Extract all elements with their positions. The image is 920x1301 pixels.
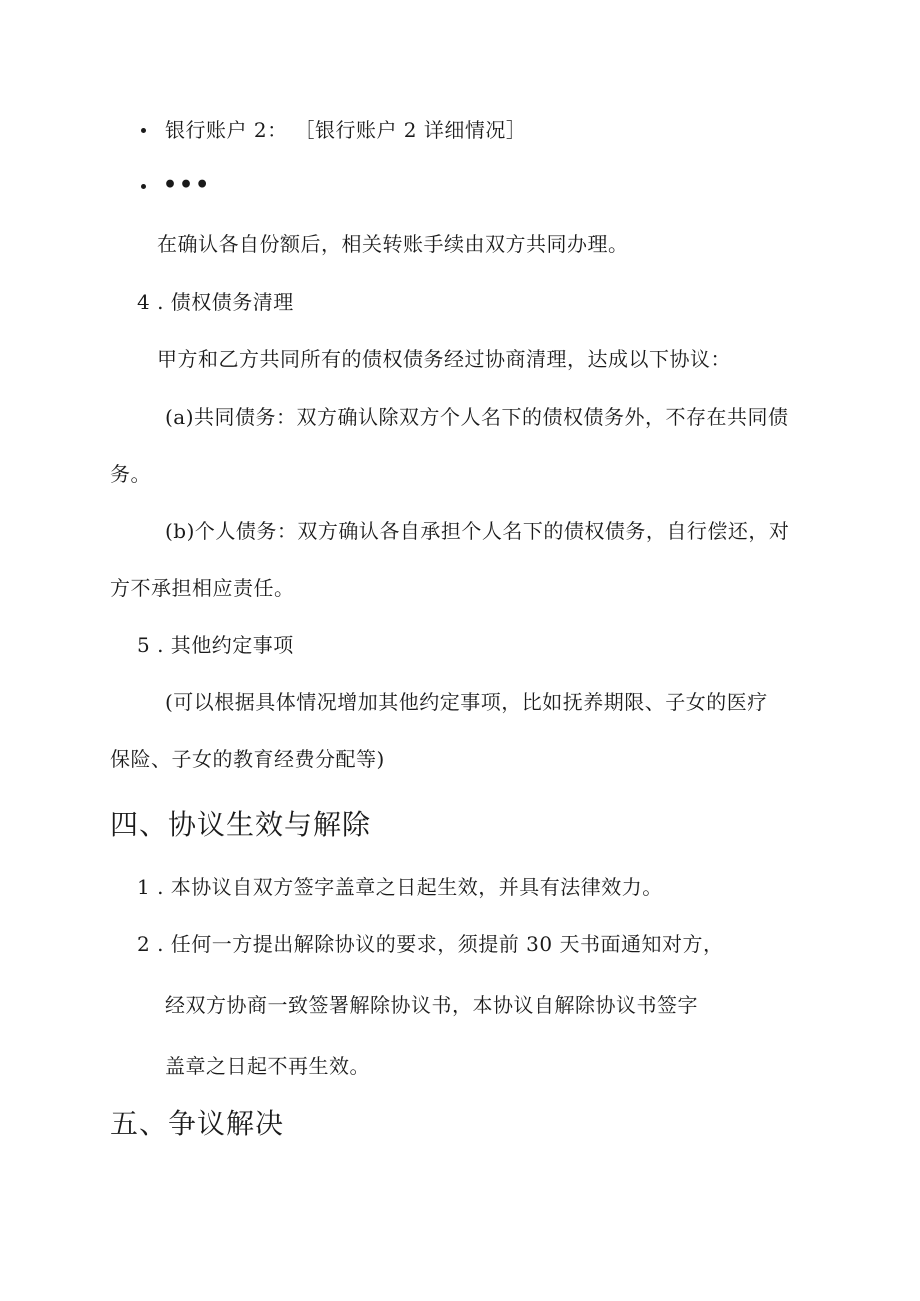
section-4-heading: 四、协议生效与解除	[110, 808, 372, 841]
section-4-item-2-line-2: 经双方协商一致签署解除协议书，本协议自解除协议书签字	[165, 993, 698, 1017]
section-4-item-2-line-1: 2 . 任何一方提出解除协议的要求，须提前 30 天书面通知对方，	[137, 932, 724, 956]
section-5-heading: 五、争议解决	[110, 1107, 285, 1140]
section-4-item-2-line-3: 盖章之日起不再生效。	[165, 1054, 370, 1078]
item-4-intro: 甲方和乙方共同所有的债权债务经过协商清理，达成以下协议：	[157, 347, 731, 371]
bank-account-2-line: 银行账户 2： ［银行账户 2 详细情况］	[165, 118, 527, 142]
ellipsis-bullet: •••	[163, 172, 212, 198]
bullet-dot	[141, 184, 146, 189]
item-4a-line-1: (a)共同债务：双方确认除双方个人名下的债权债务外，不存在共同债	[165, 405, 789, 429]
transfer-note: 在确认各自份额后，相关转账手续由双方共同办理。	[157, 232, 629, 256]
item-5-title: 5 . 其他约定事项	[137, 633, 294, 657]
item-4-title: 4 . 债权债务清理	[137, 290, 294, 314]
item-4a-line-2: 务。	[110, 462, 151, 486]
item-4b-line-2: 方不承担相应责任。	[110, 576, 295, 600]
bullet-dot	[141, 128, 146, 133]
section-4-item-1: 1 . 本协议自双方签字盖章之日起生效，并具有法律效力。	[137, 875, 663, 899]
item-4b-line-1: (b)个人债务：双方确认各自承担个人名下的债权债务，自行偿还，对	[165, 519, 790, 543]
item-5-line-2: 保险、子女的教育经费分配等)	[110, 747, 385, 771]
item-5-line-1: (可以根据具体情况增加其他约定事项，比如抚养期限、子女的医疗	[165, 690, 768, 714]
